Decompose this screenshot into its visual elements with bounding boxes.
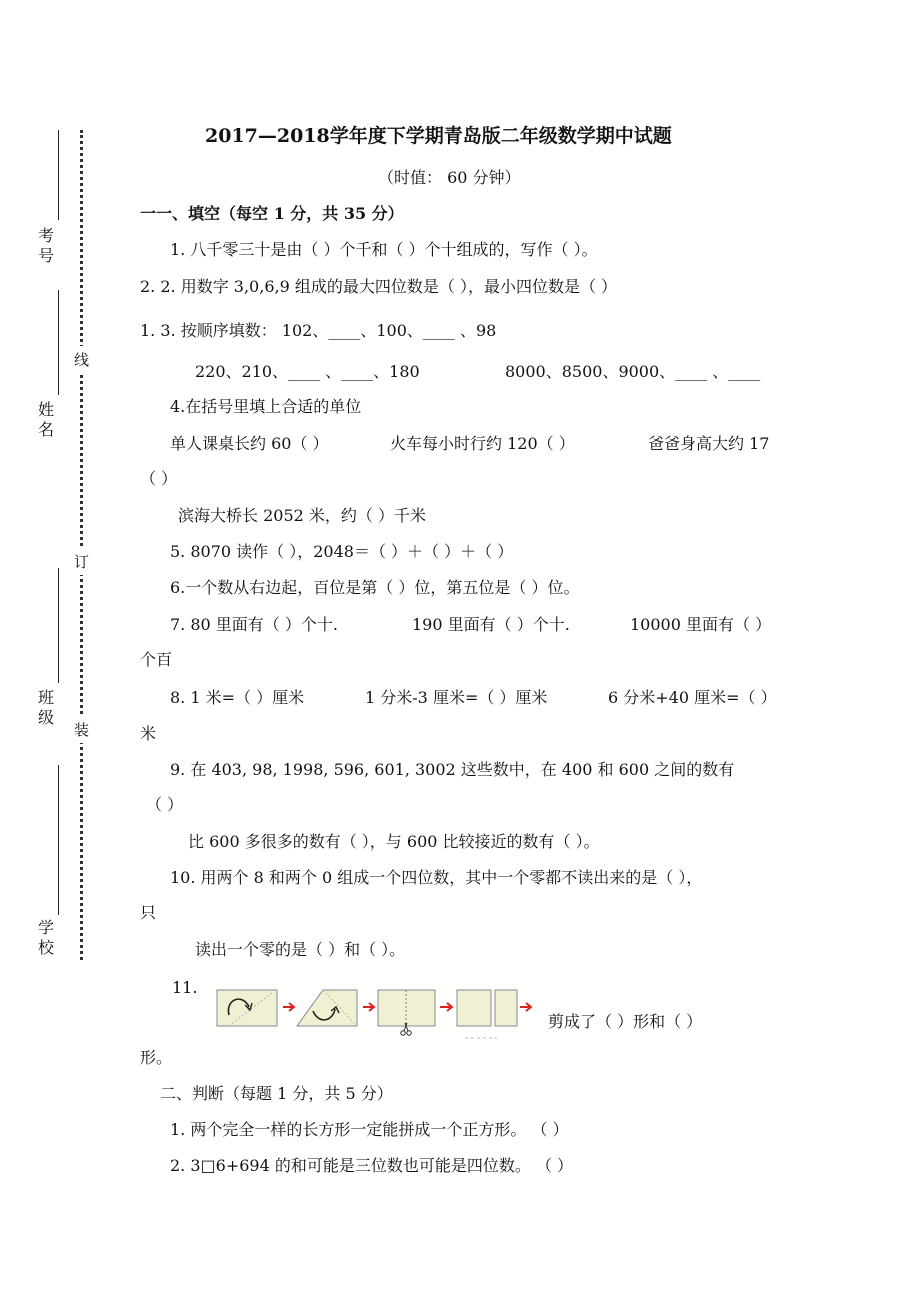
q10-line2: 读出一个零的是（ ）和（ ）。: [195, 940, 406, 959]
q5: 5. 8070 读作（ ），2048＝（ ）＋（ ）＋（ ）: [170, 542, 514, 561]
q4-item4: 滨海大桥长 2052 米，约（ ）千米: [178, 506, 426, 525]
fold-step2: [297, 990, 357, 1026]
q9-line2: 比 600 多很多的数有（ ），与 600 比较接近的数有（ ）。: [188, 832, 600, 851]
q1: 1. 八千零三十是由（ ）个千和（ ）个十组成的，写作（ ）。: [170, 240, 598, 259]
xuexiao-line: [58, 765, 59, 915]
q11-wrap: 形。: [140, 1048, 173, 1067]
q7a: 7. 80 里面有（ ）个十.: [170, 615, 338, 634]
q10-wrap: 只: [140, 903, 157, 922]
arrow-3: [440, 1003, 452, 1011]
kaohao-line: [58, 130, 59, 220]
banji-line: [58, 568, 59, 683]
fold-step4: [457, 990, 517, 1038]
kaohao-label: 考号: [38, 226, 55, 265]
judge-q1: 1. 两个完全一样的长方形一定能拼成一个正方形。 （ ）: [170, 1120, 569, 1139]
xuexiao-label: 学校: [38, 918, 55, 957]
q4-item3: 爸爸身高大约 17: [648, 434, 770, 453]
q9-blank: （ ）: [146, 795, 184, 814]
arrow-2: [363, 1003, 374, 1011]
q3: 1. 3. 按顺序填数： 102、____、100、____ 、98: [140, 321, 497, 340]
banji-label: 班级: [38, 688, 55, 727]
q8c: 6 分米+40 厘米=（ ）: [608, 688, 777, 707]
q9: 9. 在 403, 98, 1998, 596, 601, 3002 这些数中，在 400 和 600 之间的数有: [170, 760, 735, 779]
q4-item1: 单人课桌长约 60（ ）: [170, 434, 329, 453]
arrow-1: [283, 1003, 294, 1011]
q4-item2: 火车每小时行约 120（ ）: [390, 434, 575, 453]
binding-mark-zhuang: 装: [74, 716, 89, 743]
judge-q2: 2. 3□6+694 的和可能是三位数也可能是四位数。 （ ）: [170, 1156, 574, 1175]
q11-answer: 剪成了（ ）形和（ ）: [548, 1012, 703, 1031]
xingming-label: 姓名: [38, 400, 55, 439]
page-title: 2017—2018学年度下学期青岛版二年级数学期中试题: [205, 125, 672, 147]
paper-folding-figure: [215, 985, 545, 1045]
q7c: 10000 里面有（ ）: [630, 615, 772, 634]
q8a: 8. 1 米=（ ）厘米: [170, 688, 305, 707]
q10: 10. 用两个 8 和两个 0 组成一个四位数，其中一个零都不读出来的是（ ），: [170, 868, 703, 887]
page-subtitle: （时值： 60 分钟）: [378, 168, 521, 187]
q2: 2. 2. 用数字 3,0,6,9 组成的最大四位数是（ ），最小四位数是（ ）: [140, 277, 618, 296]
q3-row2b: 8000、8500、9000、____ 、____: [505, 362, 761, 381]
q7-wrap: 个百: [140, 650, 173, 669]
section2-heading: 二、判断（每题 1 分，共 5 分）: [160, 1084, 393, 1103]
q3-row2a: 220、210、____ 、____、180: [195, 362, 420, 381]
q4-item3-blank: （ ）: [140, 469, 178, 488]
q11-number: 11.: [172, 978, 198, 997]
q8b: 1 分米-3 厘米=（ ）厘米: [365, 688, 548, 707]
q6: 6.一个数从右边起，百位是第（ ）位，第五位是（ ）位。: [170, 578, 580, 597]
section1-heading: 一一、填空（每空 1 分，共 35 分）: [140, 204, 404, 223]
binding-mark-ding: 订: [74, 548, 89, 575]
binding-dotted-line: [80, 130, 83, 960]
xingming-line: [58, 290, 59, 395]
q4: 4.在括号里填上合适的单位: [170, 397, 362, 416]
fold-step1: [217, 990, 277, 1026]
q7b: 190 里面有（ ）个十.: [412, 615, 570, 634]
fold-step3: [378, 990, 435, 1035]
q8-wrap: 米: [140, 724, 157, 743]
binding-mark-xian: 线: [74, 346, 89, 373]
arrow-4: [520, 1003, 531, 1011]
